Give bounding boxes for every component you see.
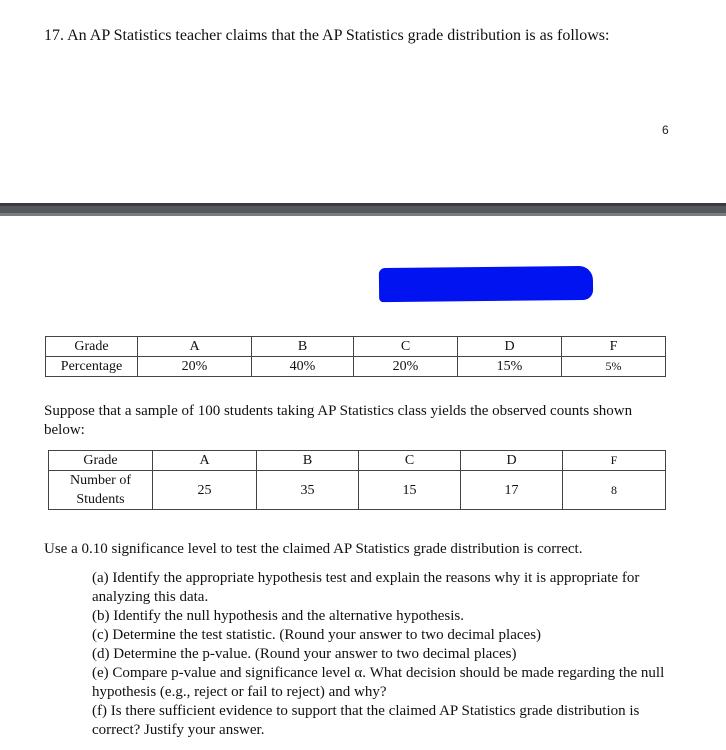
table-cell: 17 — [461, 471, 563, 510]
table-cell: B — [252, 337, 354, 357]
table-row — [49, 471, 666, 510]
table-cell: C — [354, 337, 458, 357]
table-header-cell: Grade — [46, 337, 138, 357]
table-cell: 5% — [562, 357, 666, 377]
page-number: 6 — [662, 123, 669, 137]
claimed-distribution-table — [45, 336, 666, 377]
question-part-b: (b) Identify the null hypothesis and the alternative hypothesis. — [92, 608, 464, 624]
table-cell: B — [257, 451, 359, 471]
table-cell: F — [563, 451, 666, 471]
table-cell: 15% — [458, 357, 562, 377]
table-cell: 40% — [252, 357, 354, 377]
question-parts — [92, 569, 682, 740]
table-row — [46, 357, 666, 377]
table-header-cell: Number of Students — [49, 471, 153, 510]
table-cell: 25 — [153, 471, 257, 510]
table-cell: A — [153, 451, 257, 471]
question-part-a: (a) Identify the appropriate hypothesis test and explain the reasons why it is appropriate for analyzing this data. — [92, 570, 640, 605]
table-cell: D — [461, 451, 563, 471]
question-part-e: (e) Compare p-value and significance level α. What decision should be made regarding the null hypothesis (e.g., reject or fail to reject) and why? — [92, 665, 665, 700]
table-cell: F — [562, 337, 666, 357]
question-part-c: (c) Determine the test statistic. (Round your answer to two decimal places) — [92, 627, 542, 643]
question-heading: 17. An AP Statistics teacher claims that the AP Statistics grade distribution is as follows: — [44, 27, 610, 44]
observed-counts-table — [48, 450, 666, 510]
table-cell: A — [138, 337, 252, 357]
sample-intro: Suppose that a sample of 100 students taking AP Statistics class yields the observed counts shown below: — [44, 403, 633, 438]
table-cell: 8 — [563, 471, 666, 510]
table-cell: 20% — [354, 357, 458, 377]
page-divider — [0, 203, 726, 216]
table-cell: 35 — [257, 471, 359, 510]
question-part-d: (d) Determine the p-value. (Round your answer to two decimal places) — [92, 646, 517, 662]
table-header-cell: Grade — [49, 451, 153, 471]
question-part-f: (f) Is there sufficient evidence to support that the claimed AP Statistics grade distribution is correct? Justify your answer. — [92, 703, 640, 738]
redaction-mark — [379, 266, 593, 302]
instruction-text: Use a 0.10 significance level to test the claimed AP Statistics grade distribution is correct. — [44, 541, 583, 557]
table-header-cell: Percentage — [46, 357, 138, 377]
table-cell: C — [359, 451, 461, 471]
table-row — [46, 337, 666, 357]
table-cell: 15 — [359, 471, 461, 510]
table-cell: D — [458, 337, 562, 357]
table-cell: 20% — [138, 357, 252, 377]
table-row — [49, 451, 666, 471]
